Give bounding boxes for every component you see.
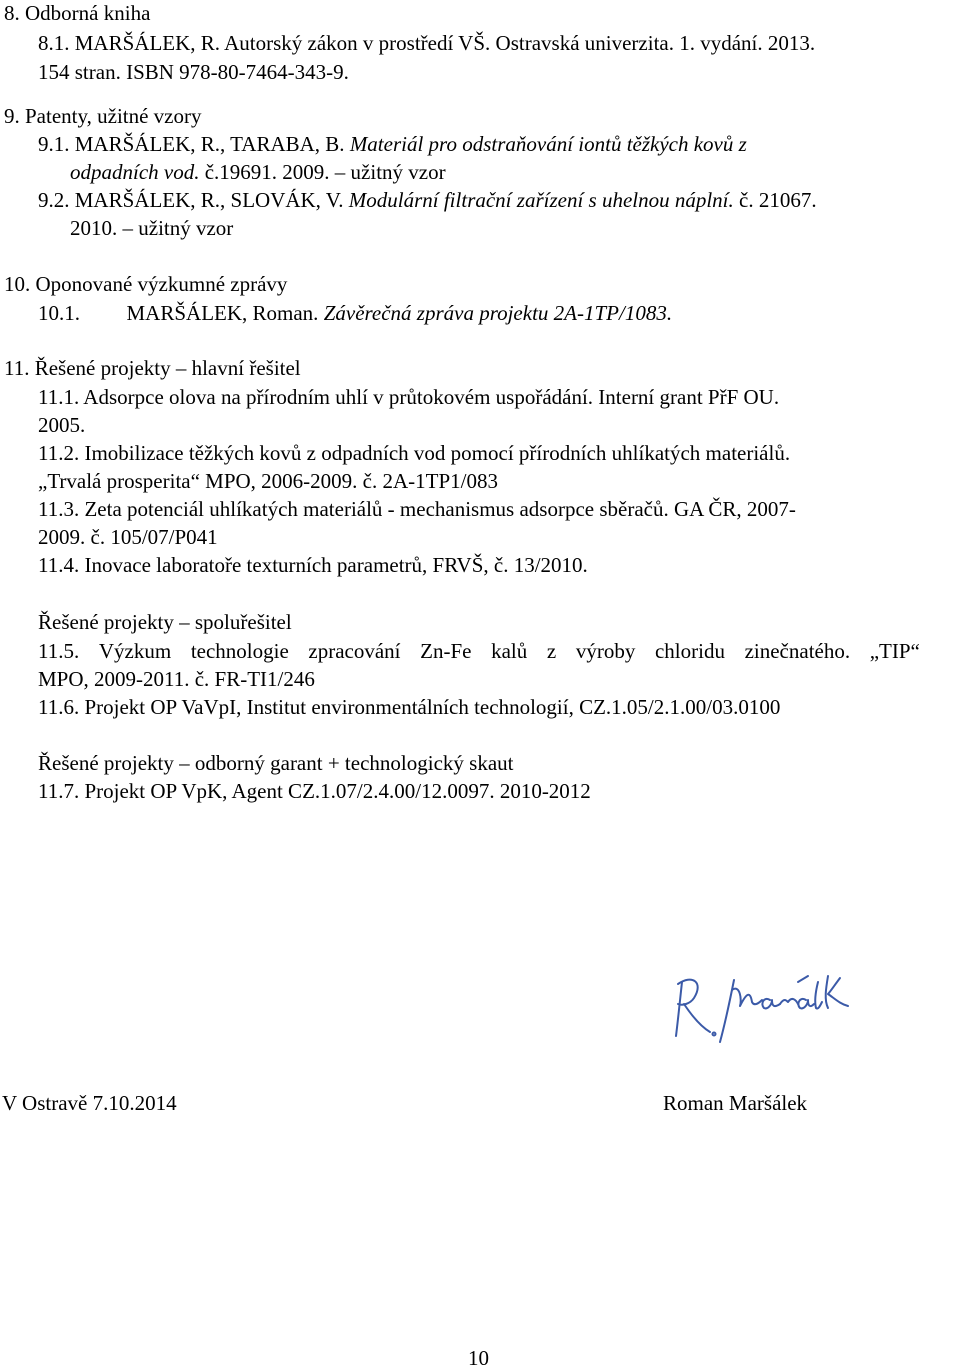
signatory-name: Roman Maršálek xyxy=(663,1091,808,1115)
project-7: 11.7. Projekt OP VpK, Agent CZ.1.07/2.4.00/12.0097. 2010-2012 xyxy=(38,779,591,803)
patent-2-line-2: 2010. – užitný vzor xyxy=(70,216,234,240)
patent-2-authors: 9.2. MARŠÁLEK, R., SLOVÁK, V. xyxy=(38,188,344,212)
report-entry xyxy=(38,303,672,324)
patent-1-title: Materiál pro odstraňování iontů těžkých kovů z xyxy=(349,132,747,156)
patent-2-line-1 xyxy=(38,190,817,211)
project-5-line-2: MPO, 2009-2011. č. FR-TI1/246 xyxy=(38,667,315,691)
project-4: 11.4. Inovace laboratoře texturních parametrů, FRVŠ, č. 13/2010. xyxy=(38,553,588,577)
project-3-line-1: 11.3. Zeta potenciál uhlíkatých materiálů - mechanismus adsorpce sběračů. GA ČR, 2007- xyxy=(38,497,796,521)
patent-1-title-cont: odpadních vod. xyxy=(70,160,200,184)
patent-1-line-2 xyxy=(70,162,446,183)
handwritten-signature xyxy=(668,960,868,1060)
project-2-line-1: 11.2. Imobilizace těžkých kovů z odpadních vod pomocí přírodních uhlíkatých materiálů. xyxy=(38,441,791,465)
page-number: 10 xyxy=(468,1346,489,1370)
patent-1-line-1 xyxy=(38,134,747,155)
book-entry-line-2: 154 stran. ISBN 978-80-7464-343-9. xyxy=(38,60,349,84)
project-6: 11.6. Projekt OP VaVpI, Institut environmentálních technologií, CZ.1.05/2.1.00/03.0100 xyxy=(38,695,781,719)
p5-word: Zn-Fe xyxy=(420,639,472,663)
report-title: Závěrečná zpráva projektu 2A-1TP/1083. xyxy=(323,301,673,325)
p5-word: zinečnatého. xyxy=(744,639,851,663)
p5-word: zpracování xyxy=(308,639,401,663)
guarantor-heading: Řešené projekty – odborný garant + technologický skaut xyxy=(38,751,514,775)
section-8-heading: 8. Odborná kniha xyxy=(4,1,151,25)
patent-2-number: č. 21067. xyxy=(739,188,817,212)
p5-word: výroby xyxy=(575,639,636,663)
report-author: MARŠÁLEK, Roman. xyxy=(126,301,319,325)
patent-1-number: č.19691. 2009. – užitný vzor xyxy=(204,160,446,184)
p5-word: „TIP“ xyxy=(869,639,920,663)
section-10-heading: 10. Oponované výzkumné zprávy xyxy=(4,272,288,296)
p5-word: Výzkum xyxy=(98,639,172,663)
project-2-line-2: „Trvalá prosperita“ MPO, 2006-2009. č. 2A-1TP1/083 xyxy=(38,469,499,493)
p5-word: technologie xyxy=(190,639,289,663)
place-and-date: V Ostravě 7.10.2014 xyxy=(2,1091,177,1115)
project-3-line-2: 2009. č. 105/07/P041 xyxy=(38,525,218,549)
p5-word: kalů xyxy=(491,639,528,663)
project-5-line-1 xyxy=(38,641,920,662)
project-1-line-1: 11.1. Adsorpce olova na přírodním uhlí v průtokovém uspořádání. Interní grant PřF OU. xyxy=(38,385,780,409)
section-11-heading: 11. Řešené projekty – hlavní řešitel xyxy=(4,356,301,380)
p5-word: 11.5. xyxy=(38,639,80,663)
co-investigator-heading: Řešené projekty – spoluřešitel xyxy=(38,610,292,634)
project-1-line-2: 2005. xyxy=(38,413,86,437)
section-9-heading: 9. Patenty, užitné vzory xyxy=(4,104,202,128)
report-number: 10.1. xyxy=(38,301,80,325)
book-entry-line-1: 8.1. MARŠÁLEK, R. Autorský zákon v prostředí VŠ. Ostravská univerzita. 1. vydání. 2013. xyxy=(38,31,816,55)
patent-1-authors: 9.1. MARŠÁLEK, R., TARABA, B. xyxy=(38,132,345,156)
patent-2-title: Modulární filtrační zařízení s uhelnou náplní. xyxy=(348,188,734,212)
p5-word: chloridu xyxy=(654,639,725,663)
p5-word: z xyxy=(546,639,557,663)
